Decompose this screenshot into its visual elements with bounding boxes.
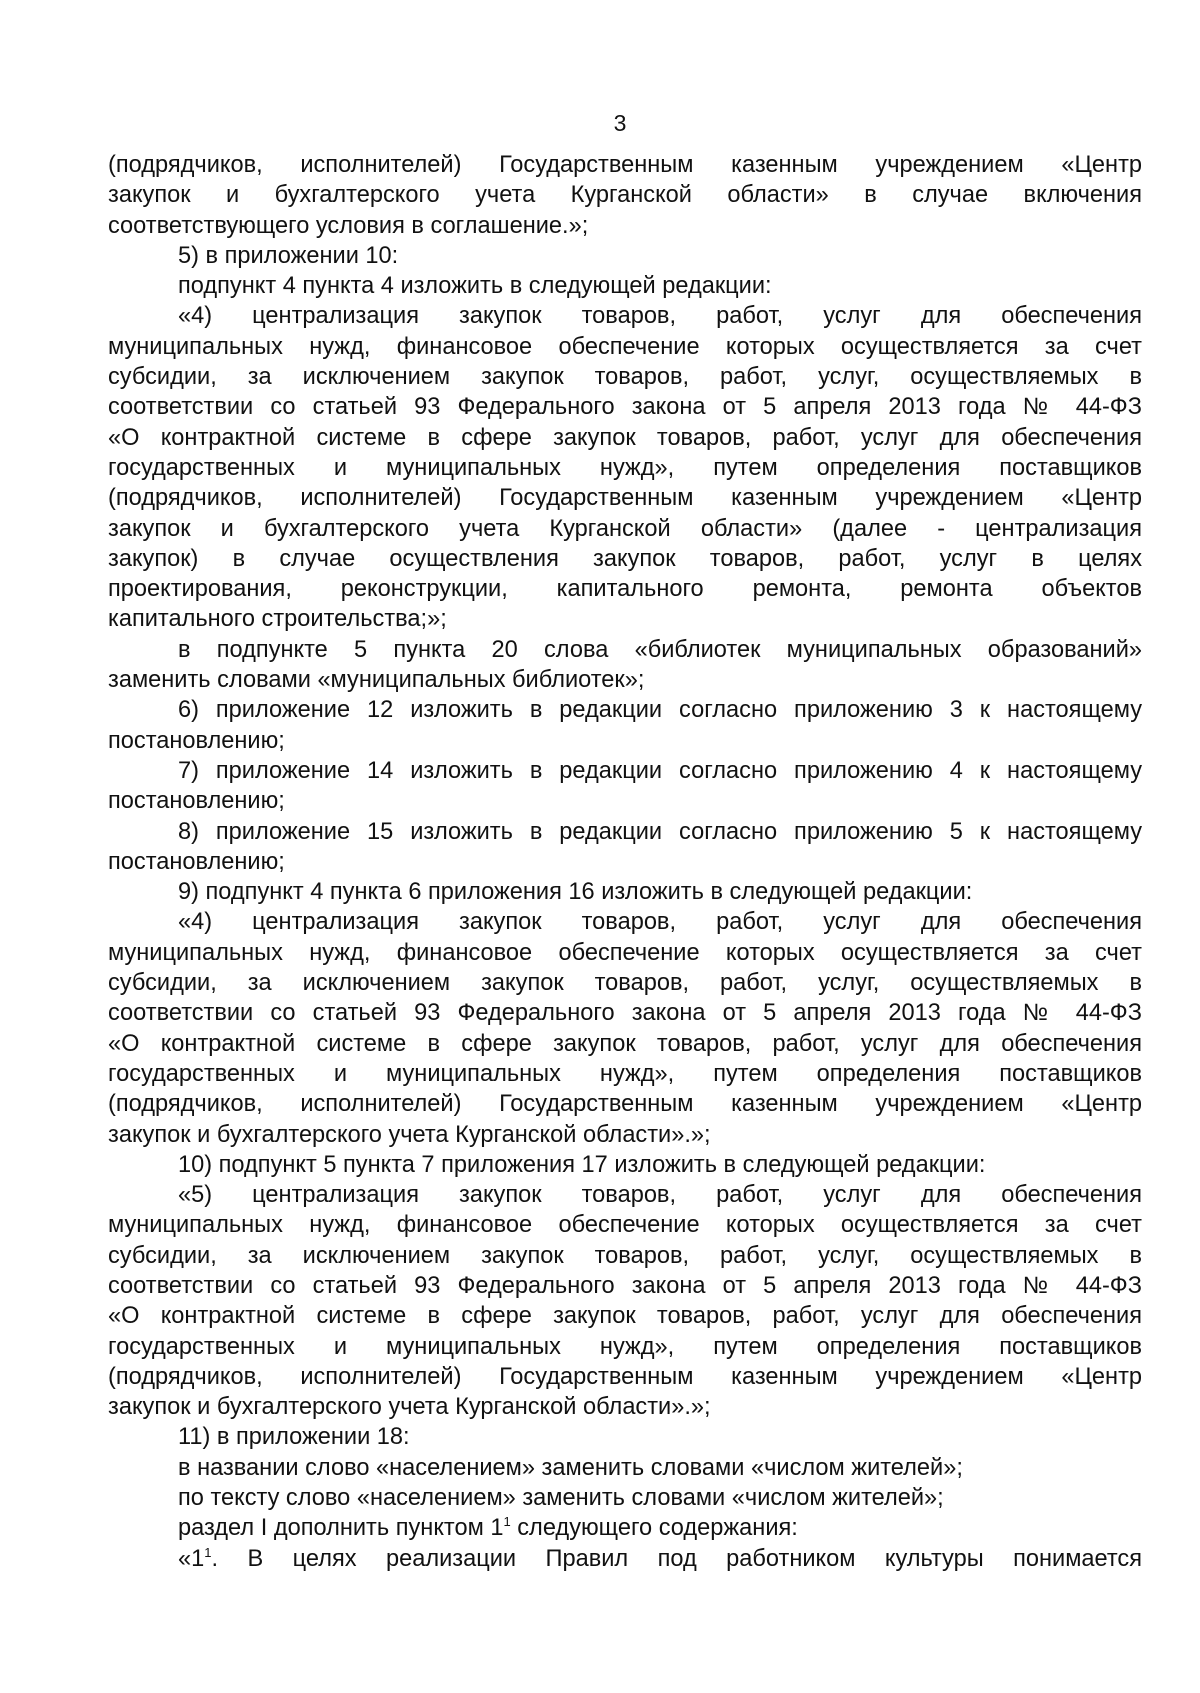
text-line-content: субсидии, за исключением закупок товаров, работ, услуг, осуществляемых в bbox=[108, 1242, 1142, 1269]
text-line-content: «1 bbox=[178, 1545, 205, 1572]
text-line-content: закупок и бухгалтерского учета Курганской области» (далее - централизация bbox=[108, 515, 1142, 542]
text-line bbox=[108, 1210, 1142, 1240]
text-line bbox=[108, 968, 1142, 998]
text-line bbox=[108, 574, 1142, 604]
text-line bbox=[108, 786, 1142, 816]
text-line-content: соответствующего условия в соглашение.»; bbox=[108, 212, 589, 239]
text-line bbox=[108, 847, 1142, 877]
text-line bbox=[108, 604, 1142, 634]
text-line-content: 10) подпункт 5 пункта 7 приложения 17 изложить в следующей редакции: bbox=[178, 1151, 986, 1178]
text-line bbox=[108, 817, 1142, 847]
text-line-content: государственных и муниципальных нужд», путем определения поставщиков bbox=[108, 1333, 1142, 1360]
text-line bbox=[108, 726, 1142, 756]
text-line-content: постановлению; bbox=[108, 848, 285, 875]
text-line bbox=[108, 1422, 1142, 1452]
text-line bbox=[108, 362, 1142, 392]
text-line-continuation: следующего содержания: bbox=[510, 1515, 798, 1542]
page-number: 3 bbox=[613, 110, 627, 136]
text-line-content: закупок) в случае осуществления закупок товаров, работ, услуг в целях bbox=[108, 545, 1142, 572]
text-line bbox=[108, 1150, 1142, 1180]
text-line bbox=[108, 1392, 1142, 1422]
text-line bbox=[108, 1059, 1142, 1089]
text-line-content: проектирования, реконструкции, капитального ремонта, ремонта объектов bbox=[108, 576, 1142, 603]
text-line-content: в подпункте 5 пункта 20 слова «библиотек муниципальных образований» bbox=[178, 636, 1142, 663]
superscript: 1 bbox=[503, 1514, 511, 1530]
text-line-content: по тексту слово «населением» заменить словами «числом жителей»; bbox=[178, 1485, 944, 1512]
text-line bbox=[108, 635, 1142, 665]
text-line bbox=[108, 665, 1142, 695]
text-line-content: «5) централизация закупок товаров, работ, услуг для обеспечения bbox=[178, 1182, 1142, 1209]
text-line-content: (подрядчиков, исполнителей) Государственным казенным учреждением «Центр bbox=[108, 1091, 1142, 1118]
text-line-content: подпункт 4 пункта 4 изложить в следующей редакции: bbox=[178, 273, 772, 300]
text-line-content: 7) приложение 14 изложить в редакции согласно приложению 4 к настоящему bbox=[178, 757, 1142, 784]
text-line-content: (подрядчиков, исполнителей) Государственным казенным учреждением «Центр bbox=[108, 152, 1142, 178]
text-line bbox=[108, 1241, 1142, 1271]
text-line-content: соответствии со статьей 93 Федерального закона от 5 апреля 2013 года № 44-ФЗ bbox=[108, 1000, 1142, 1027]
text-line bbox=[108, 1180, 1142, 1210]
text-line-content: «4) централизация закупок товаров, работ, услуг для обеспечения bbox=[178, 303, 1142, 330]
text-line bbox=[108, 1271, 1142, 1301]
text-line-content: «О контрактной системе в сфере закупок товаров, работ, услуг для обеспечения bbox=[108, 1303, 1142, 1330]
text-line-content: муниципальных нужд, финансовое обеспечение которых осуществляется за счет bbox=[108, 939, 1142, 966]
text-line bbox=[108, 907, 1142, 937]
text-line bbox=[108, 180, 1142, 210]
text-line-content: капитального строительства;»; bbox=[108, 606, 447, 633]
text-line bbox=[108, 877, 1142, 907]
text-line-content: государственных и муниципальных нужд», путем определения поставщиков bbox=[108, 454, 1142, 481]
text-line-content: 5) в приложении 10: bbox=[178, 242, 399, 269]
text-line-content: постановлению; bbox=[108, 788, 285, 815]
text-line bbox=[108, 1453, 1142, 1483]
text-line-content: субсидии, за исключением закупок товаров, работ, услуг, осуществляемых в bbox=[108, 364, 1142, 391]
text-line-content: муниципальных нужд, финансовое обеспечение которых осуществляется за счет bbox=[108, 333, 1142, 360]
superscript: 1 bbox=[204, 1544, 212, 1560]
text-line bbox=[108, 544, 1142, 574]
text-line-content: «4) централизация закупок товаров, работ, услуг для обеспечения bbox=[178, 909, 1142, 936]
text-line bbox=[108, 1029, 1142, 1059]
text-line bbox=[108, 1120, 1142, 1150]
text-line-content: постановлению; bbox=[108, 727, 285, 754]
text-line bbox=[108, 332, 1142, 362]
text-line-content: соответствии со статьей 93 Федерального закона от 5 апреля 2013 года № 44-ФЗ bbox=[108, 394, 1142, 421]
text-line-content: 8) приложение 15 изложить в редакции согласно приложению 5 к настоящему bbox=[178, 818, 1142, 845]
text-line-content: «О контрактной системе в сфере закупок товаров, работ, услуг для обеспечения bbox=[108, 1030, 1142, 1057]
text-line bbox=[108, 514, 1142, 544]
text-line-content: раздел I дополнить пунктом 1 bbox=[178, 1515, 504, 1542]
text-line-content: муниципальных нужд, финансовое обеспечение которых осуществляется за счет bbox=[108, 1212, 1142, 1239]
text-line bbox=[108, 483, 1142, 513]
text-line bbox=[108, 211, 1142, 241]
text-line-content: субсидии, за исключением закупок товаров, работ, услуг, осуществляемых в bbox=[108, 970, 1142, 997]
text-line bbox=[108, 1513, 1142, 1543]
text-line bbox=[108, 241, 1142, 271]
text-line bbox=[108, 423, 1142, 453]
text-line-content: «О контрактной системе в сфере закупок товаров, работ, услуг для обеспечения bbox=[108, 424, 1142, 451]
text-line bbox=[108, 695, 1142, 725]
text-line bbox=[108, 1483, 1142, 1513]
text-line bbox=[108, 150, 1142, 180]
text-line-content: 6) приложение 12 изложить в редакции согласно приложению 3 к настоящему bbox=[178, 697, 1142, 724]
text-line-content: (подрядчиков, исполнителей) Государственным казенным учреждением «Центр bbox=[108, 1363, 1142, 1390]
text-line bbox=[108, 301, 1142, 331]
text-line-content: закупок и бухгалтерского учета Курганской области» в случае включения bbox=[108, 182, 1142, 209]
text-line-content: соответствии со статьей 93 Федерального закона от 5 апреля 2013 года № 44-ФЗ bbox=[108, 1272, 1142, 1299]
text-line bbox=[108, 756, 1142, 786]
text-line bbox=[108, 392, 1142, 422]
text-line bbox=[108, 453, 1142, 483]
text-line-content: в названии слово «населением» заменить словами «числом жителей»; bbox=[178, 1454, 963, 1481]
text-line bbox=[108, 998, 1142, 1028]
text-line-content: закупок и бухгалтерского учета Курганской области».»; bbox=[108, 1394, 711, 1421]
text-line bbox=[108, 1089, 1142, 1119]
text-line-content: (подрядчиков, исполнителей) Государственным казенным учреждением «Центр bbox=[108, 485, 1142, 512]
text-line bbox=[108, 938, 1142, 968]
text-line-continuation: . В целях реализации Правил под работником культуры понимается bbox=[211, 1545, 1142, 1572]
text-line bbox=[108, 1301, 1142, 1331]
document-body bbox=[108, 150, 1142, 1574]
text-line-content: 11) в приложении 18: bbox=[178, 1424, 410, 1451]
text-line bbox=[108, 271, 1142, 301]
text-line bbox=[108, 1544, 1142, 1574]
text-line-content: 9) подпункт 4 пункта 6 приложения 16 изложить в следующей редакции: bbox=[178, 879, 973, 906]
text-line-content: заменить словами «муниципальных библиотек»; bbox=[108, 667, 645, 694]
text-line bbox=[108, 1362, 1142, 1392]
text-line bbox=[108, 1332, 1142, 1362]
text-line-content: закупок и бухгалтерского учета Курганской области».»; bbox=[108, 1121, 711, 1148]
text-line-content: государственных и муниципальных нужд», путем определения поставщиков bbox=[108, 1060, 1142, 1087]
